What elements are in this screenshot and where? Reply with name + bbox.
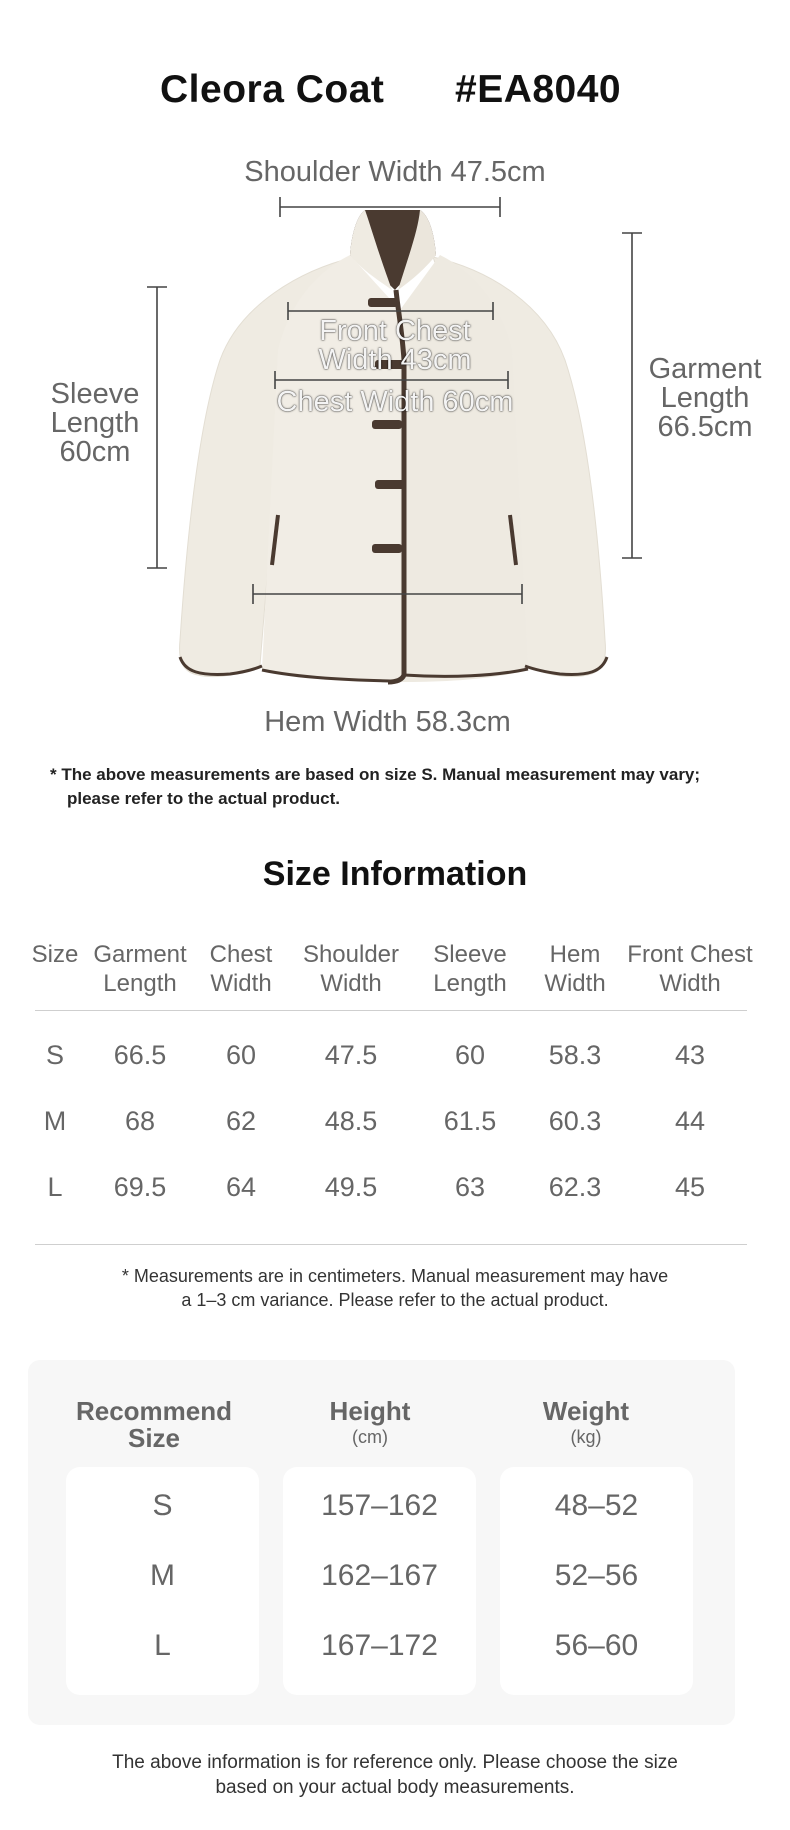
rec-header-weight <box>490 1398 682 1449</box>
rec-header-size: Recommend Size <box>75 1396 233 1453</box>
recommend-panel <box>28 1360 735 1725</box>
table-cell: 49.5 <box>324 1172 378 1202</box>
table-cell: 47.5 <box>324 1040 378 1070</box>
coat-illustration <box>180 210 607 682</box>
sleeve-length-label <box>30 380 160 467</box>
garment-label-line1: Garment <box>648 353 762 385</box>
col-header-chest-width: Chest Width <box>209 941 273 997</box>
table-cell: 60 <box>454 1040 486 1070</box>
size-note-line1: * Measurements are in centimeters. Manual measurement may have <box>121 1266 669 1286</box>
hem-width-label: Hem Width 58.3cm <box>264 706 511 738</box>
rec-height: 162–167 <box>321 1559 438 1592</box>
rec-header-height-label: Height <box>329 1396 411 1426</box>
rec-height-column <box>283 1467 476 1695</box>
shoulder-width-label: Shoulder Width 47.5cm <box>244 156 546 188</box>
garment-label-line3: 66.5cm <box>657 411 753 443</box>
sleeve-label-line2: Length <box>50 407 140 439</box>
sleeve-label-line1: Sleeve <box>50 378 140 410</box>
garment-label-line2: Length <box>660 382 750 414</box>
table-cell: 60.3 <box>548 1106 602 1136</box>
table-cell: 64 <box>225 1172 257 1202</box>
size-note <box>0 1264 790 1312</box>
size-note-line2: a 1–3 cm variance. Please refer to the actual product. <box>181 1290 609 1310</box>
size-info-title: Size Information <box>262 855 528 893</box>
measurement-note <box>50 763 770 811</box>
table-cell-size: L <box>47 1172 63 1202</box>
measurement-note-line2: please refer to the actual product. <box>67 789 341 808</box>
table-cell-size: S <box>45 1040 64 1070</box>
measurement-note-line1: * The above measurements are based on size S. Manual measurement may vary; <box>50 765 701 784</box>
col-header-front-chest-width: Front Chest Width <box>627 941 753 997</box>
rec-size-column <box>66 1467 259 1695</box>
rec-header-weight-unit: (kg) <box>570 1427 602 1447</box>
table-cell: 69.5 <box>113 1172 167 1202</box>
table-cell: 61.5 <box>443 1106 497 1136</box>
table-cell: 68 <box>124 1106 156 1136</box>
rec-size: L <box>154 1629 171 1662</box>
table-cell: 62 <box>225 1106 257 1136</box>
table-cell: 58.3 <box>548 1040 602 1070</box>
table-cell: 48.5 <box>324 1106 378 1136</box>
front-chest-label-line2: Width 43cm <box>318 344 472 376</box>
rec-height: 157–162 <box>321 1489 438 1522</box>
rec-header-weight-label: Weight <box>542 1396 630 1426</box>
front-chest-label <box>240 317 550 375</box>
product-code: #EA8040 <box>455 68 622 111</box>
table-cell: 60 <box>225 1040 257 1070</box>
rec-weight: 52–56 <box>554 1559 639 1592</box>
front-chest-label-line1: Front Chest <box>319 315 471 347</box>
rec-header-height-unit: (cm) <box>352 1427 388 1447</box>
rec-size: S <box>152 1489 173 1522</box>
col-header-garment-length: Garment Length <box>93 941 187 997</box>
rec-weight: 56–60 <box>554 1629 639 1662</box>
table-cell-size: M <box>43 1106 67 1136</box>
rec-header-height <box>274 1398 466 1449</box>
rec-size: M <box>150 1559 175 1592</box>
table-divider-bottom <box>35 1244 747 1245</box>
garment-length-label <box>630 355 780 442</box>
rec-weight-column <box>500 1467 693 1695</box>
sleeve-label-line3: 60cm <box>59 436 131 468</box>
col-header-shoulder-width: Shoulder Width <box>302 941 400 997</box>
title-row <box>0 68 790 128</box>
table-cell: 45 <box>674 1172 706 1202</box>
chest-width-label: Chest Width 60cm <box>276 386 514 418</box>
product-name: Cleora Coat <box>160 68 385 111</box>
footer-note-line2: based on your actual body measurements. <box>215 1777 575 1798</box>
footer-note-line1: The above information is for reference only. Please choose the size <box>112 1752 678 1773</box>
footer-note <box>0 1750 790 1800</box>
table-divider-top <box>35 1010 747 1011</box>
col-header-hem-width: Hem Width <box>544 941 606 997</box>
table-cell: 44 <box>674 1106 706 1136</box>
table-cell: 62.3 <box>548 1172 602 1202</box>
table-cell: 66.5 <box>113 1040 167 1070</box>
rec-height: 167–172 <box>321 1629 438 1662</box>
table-cell: 63 <box>454 1172 486 1202</box>
col-header-sleeve-length: Sleeve Length <box>433 941 507 997</box>
col-header-size: Size <box>31 941 79 968</box>
rec-weight: 48–52 <box>554 1489 639 1522</box>
table-cell: 43 <box>674 1040 706 1070</box>
